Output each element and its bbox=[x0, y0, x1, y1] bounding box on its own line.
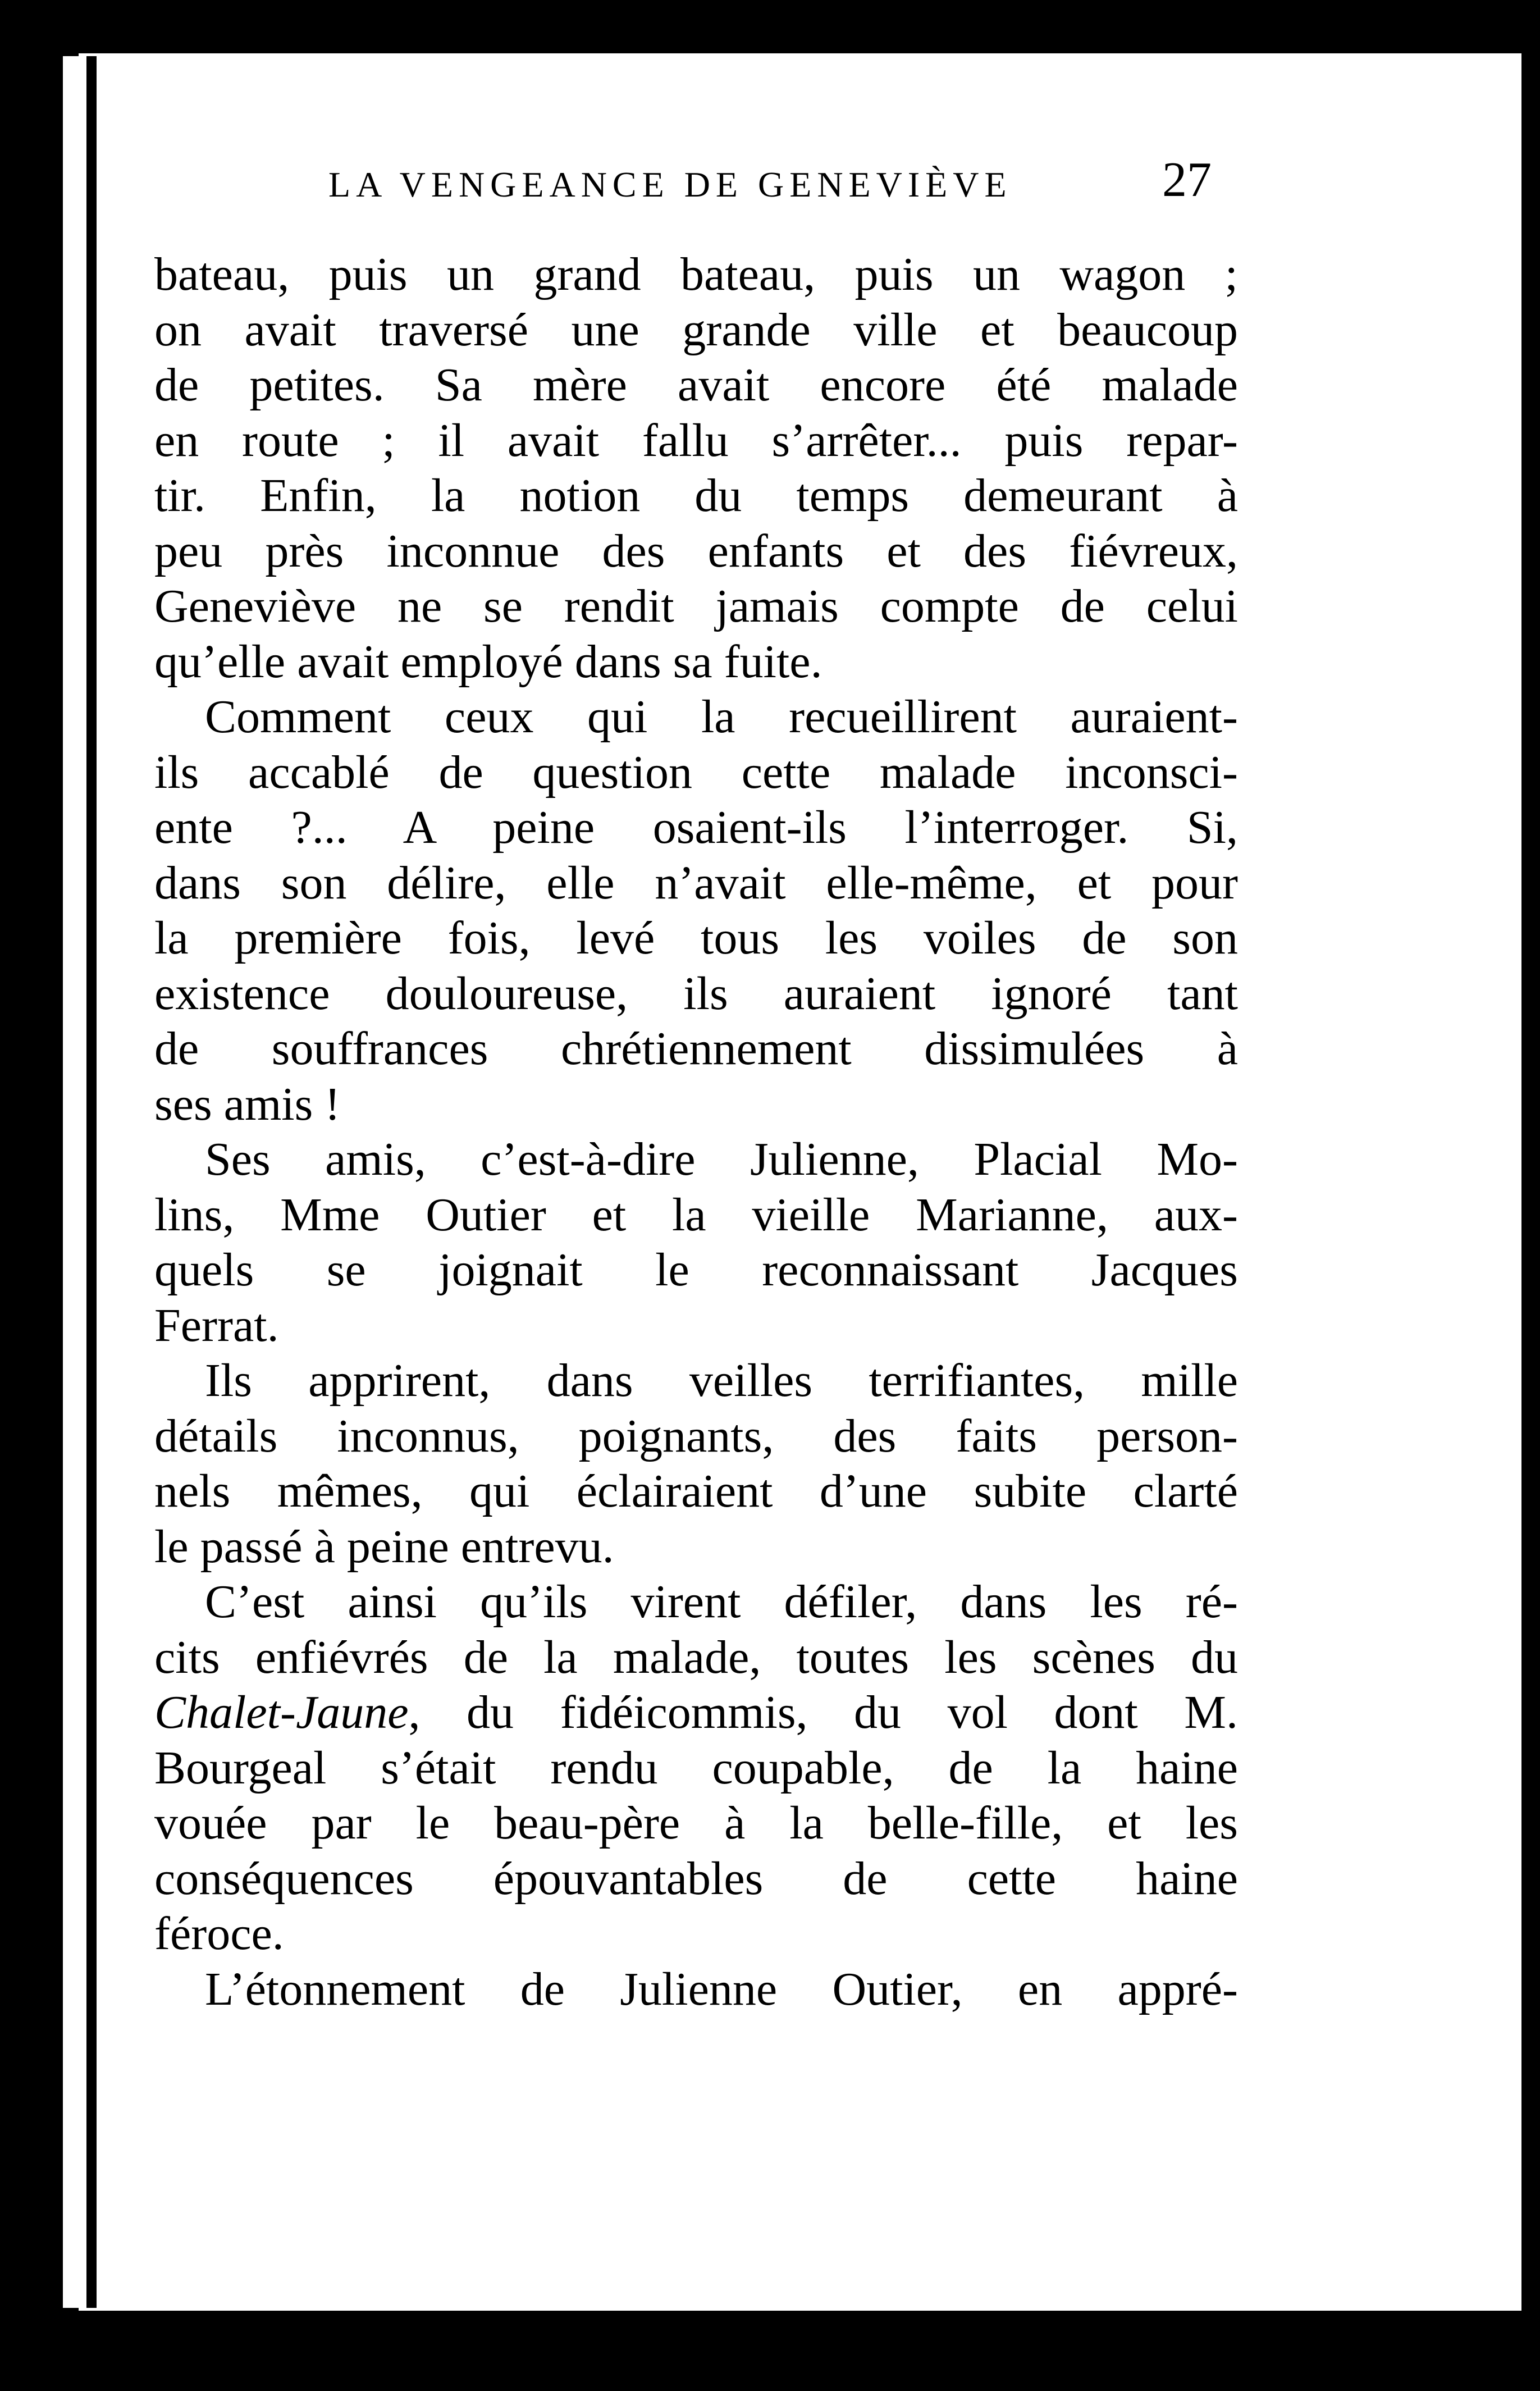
text-line: vouée par le beau-père à la belle-fille, et les bbox=[154, 1797, 1238, 1849]
text-line: Comment ceux qui la recueillirent auraient- bbox=[205, 691, 1238, 743]
text-line: la première fois, levé tous les voiles de son bbox=[154, 912, 1238, 964]
text-line: existence douloureuse, ils auraient ignoré tant bbox=[154, 967, 1238, 1020]
text-line bbox=[154, 1685, 1238, 1741]
running-head: LA VENGEANCE DE GENEVIÈVE bbox=[328, 165, 1012, 204]
text-line: on avait traversé une grande ville et beaucoup bbox=[154, 303, 1238, 356]
text-line: bateau, puis un grand bateau, puis un wagon ; bbox=[154, 248, 1238, 300]
text-line: ses amis ! bbox=[154, 1078, 341, 1130]
text-line: C’est ainsi qu’ils virent défiler, dans les ré- bbox=[205, 1576, 1238, 1628]
text-line: en route ; il avait fallu s’arrêter... puis repar- bbox=[154, 414, 1238, 467]
text-line: nels mêmes, qui éclairaient d’une subite clarté bbox=[154, 1465, 1238, 1517]
text-line: Ils apprirent, dans veilles terrifiantes, mille bbox=[205, 1354, 1238, 1407]
text-line: de petites. Sa mère avait encore été malade bbox=[154, 359, 1238, 411]
text-line: féroce. bbox=[154, 1908, 284, 1960]
text-line: de souffrances chrétiennement dissimulées à bbox=[154, 1023, 1238, 1075]
text-line: conséquences épouvantables de cette haine bbox=[154, 1852, 1238, 1905]
text-line: Bourgeal s’était rendu coupable, de la haine bbox=[154, 1741, 1238, 1794]
text-line: détails inconnus, poignants, des faits person- bbox=[154, 1409, 1238, 1462]
text-line: qu’elle avait employé dans sa fuite. bbox=[154, 635, 822, 688]
text-line: quels se joignait le reconnaissant Jacques bbox=[154, 1244, 1238, 1296]
text-line: lins, Mme Outier et la vieille Marianne, aux- bbox=[154, 1188, 1238, 1241]
text-line: Ferrat. bbox=[154, 1299, 279, 1352]
text-line: peu près inconnue des enfants et des fiévreux, bbox=[154, 524, 1238, 577]
text-line: cits enfiévrés de la malade, toutes les scènes du bbox=[154, 1631, 1238, 1683]
italic-title: Chalet-Jaune bbox=[154, 1686, 409, 1739]
text-line: Geneviève ne se rendit jamais compte de celui bbox=[154, 580, 1238, 632]
text-line: Ses amis, c’est-à-dire Julienne, Placial Mo- bbox=[205, 1133, 1238, 1185]
text-line: tir. Enfin, la notion du temps demeurant à bbox=[154, 469, 1238, 522]
text-line: le passé à peine entrevu. bbox=[154, 1520, 614, 1573]
text-line: ils accablé de question cette malade inconsci- bbox=[154, 746, 1238, 798]
text-line-rest: , du fidéicommis, du vol dont M. bbox=[408, 1686, 1238, 1739]
page-gutter-edge bbox=[63, 56, 97, 2308]
text-line: L’étonnement de Julienne Outier, en appré- bbox=[205, 1963, 1238, 2015]
text-line: ente ?... A peine osaient-ils l’interroger. Si, bbox=[154, 801, 1238, 854]
body-text bbox=[154, 247, 1238, 2017]
text-line: dans son délire, elle n’avait elle-même, et pour bbox=[154, 856, 1238, 909]
page-number: 27 bbox=[1162, 153, 1212, 207]
